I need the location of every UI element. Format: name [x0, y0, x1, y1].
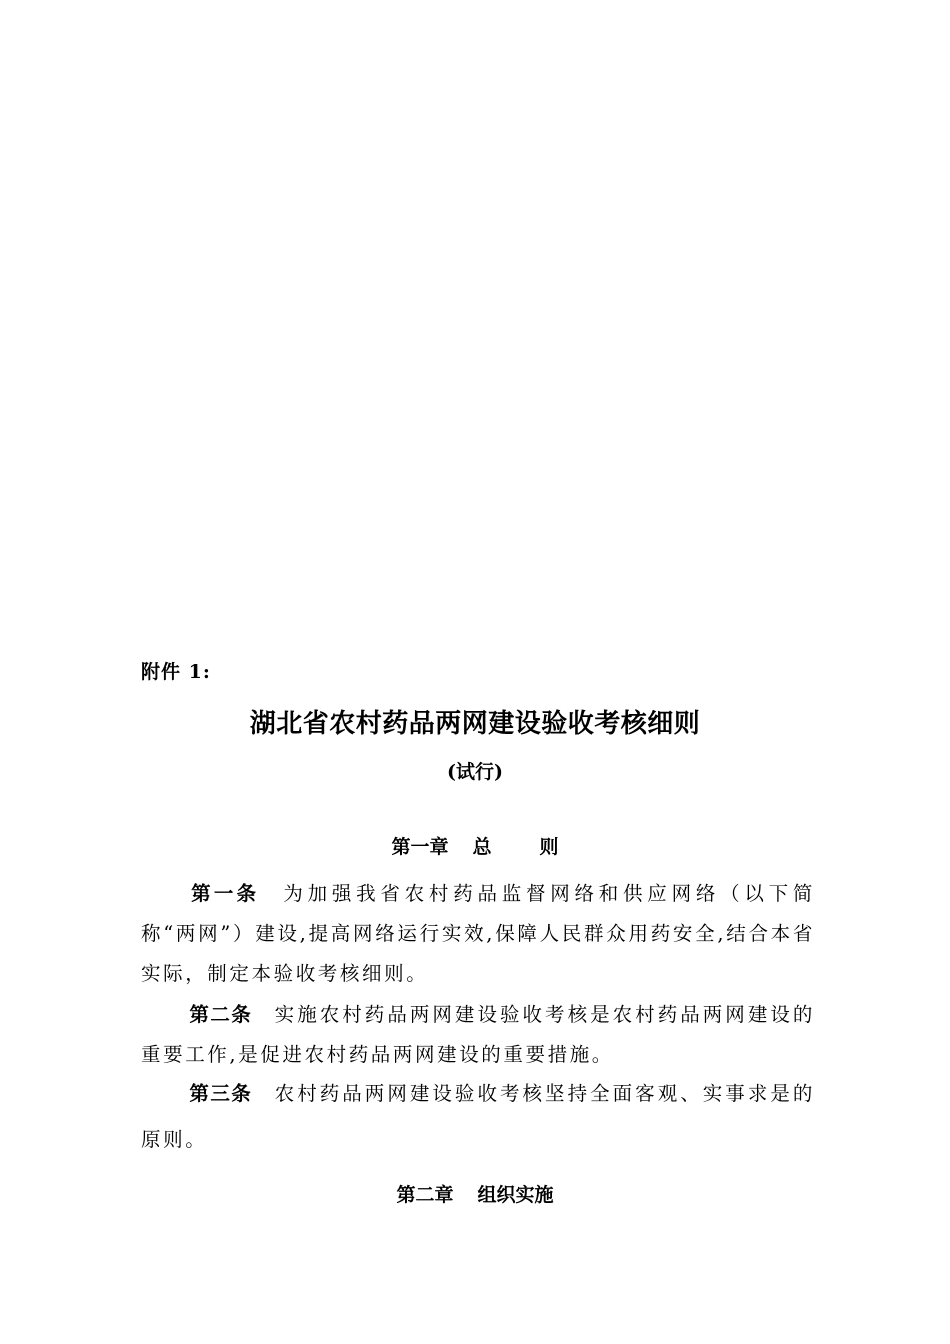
- chapter-1-name-part1: 总: [472, 836, 492, 858]
- chapter-2-number: 第二章: [396, 1184, 454, 1206]
- chapter-2-name: 组织实施: [477, 1184, 554, 1206]
- article-3-text: 农村药品两网建设验收考核坚持全面客观、实事求是的原则。: [141, 1082, 815, 1151]
- chapter-1-heading: [0, 832, 950, 859]
- chapter-1-name-part2: 则: [539, 836, 559, 858]
- article-1-text: 为加强我省农村药品监督网络和供应网络（以下简称“两网”）建设,提高网络运行实效,保障人民群众用药安全,结合本省实际，制定本验收考核细则。: [141, 882, 815, 985]
- attachment-label: 附件 1:: [141, 661, 211, 683]
- chapter-2-heading: [0, 1180, 950, 1207]
- article-2: [141, 995, 815, 1075]
- article-2-number: 第二条: [189, 1003, 253, 1026]
- chapter-1-number: 第一章: [391, 836, 449, 858]
- article-1-number: 第一条: [189, 882, 260, 905]
- article-1: [141, 874, 815, 994]
- article-2-text: 实施农村药品两网建设验收考核是农村药品两网建设的重要工作,是促进农村药品两网建设的重要措施。: [141, 1003, 815, 1066]
- document-subtitle: (试行): [447, 761, 503, 783]
- article-3: [141, 1071, 815, 1163]
- document-title: 湖北省农村药品两网建设验收考核细则: [249, 709, 701, 739]
- article-3-number: 第三条: [189, 1082, 253, 1105]
